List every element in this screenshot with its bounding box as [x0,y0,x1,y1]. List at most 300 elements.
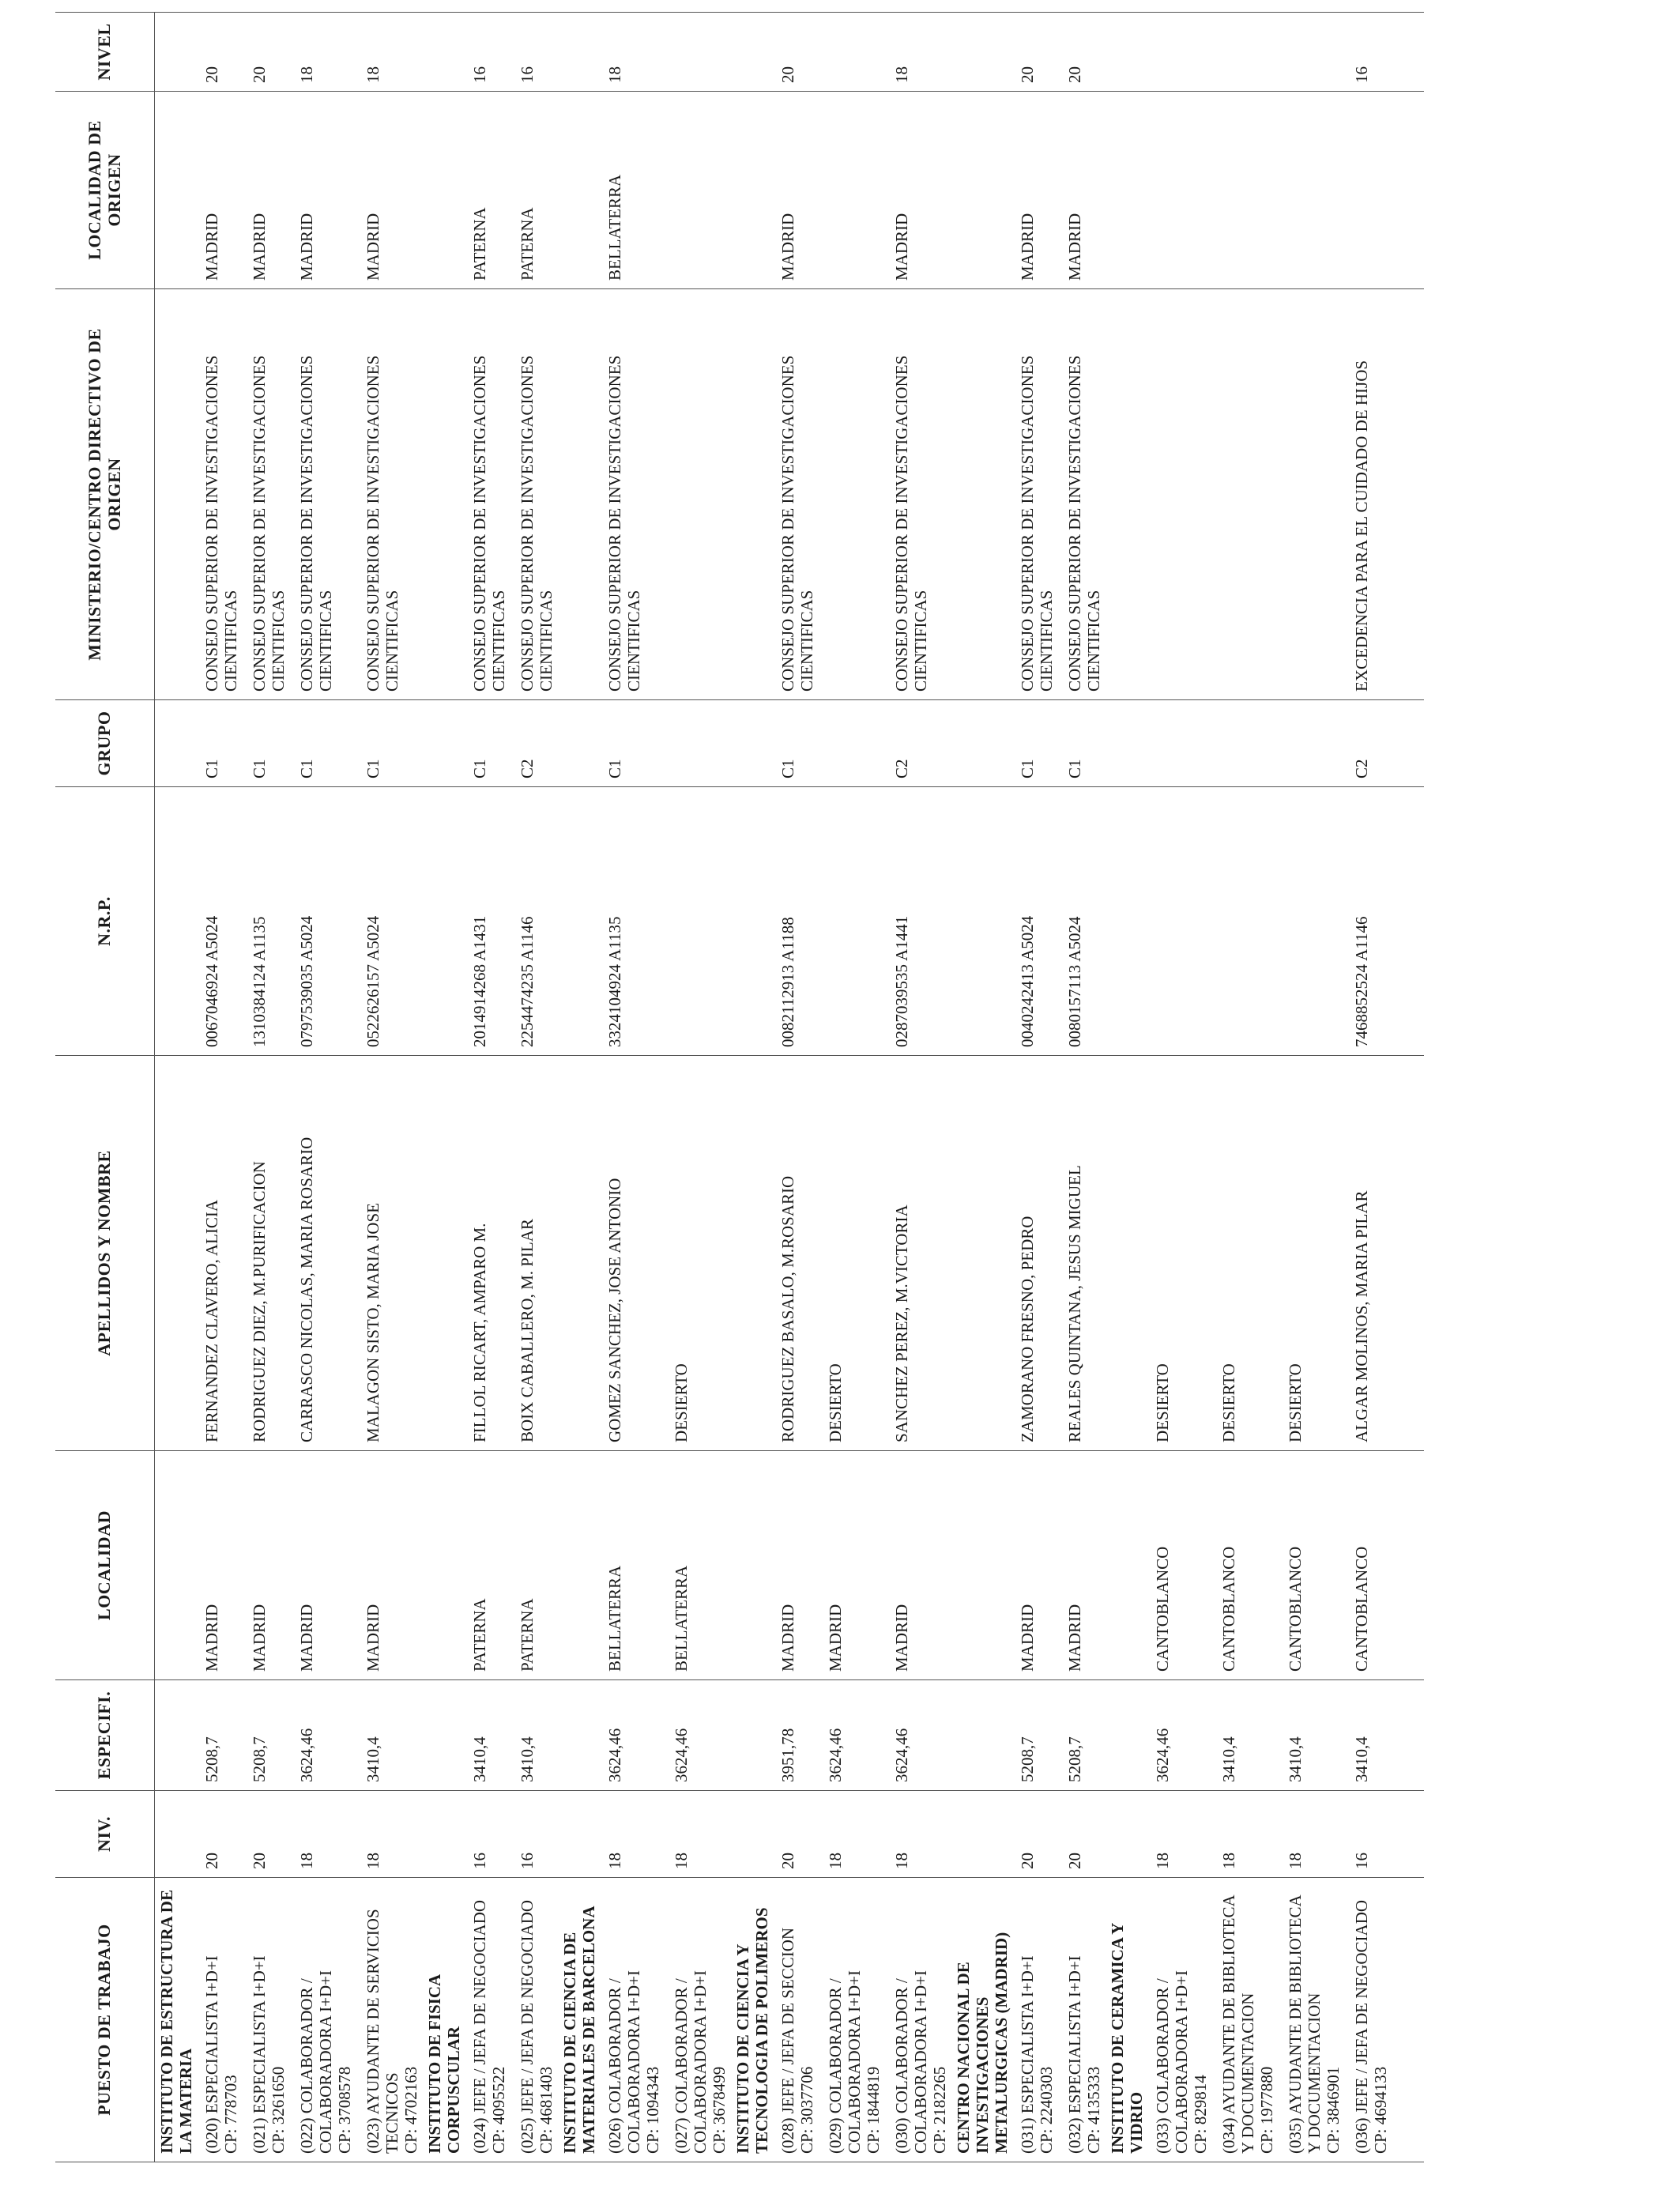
ministerio-cell: CONSEJO SUPERIOR DE INVESTIGACIONES CIENTIFICAS [598,289,665,700]
apellidos-cell: DESIERTO [665,1056,731,1451]
empty-cell [1392,1451,1424,1680]
empty-cell [155,700,196,787]
niv-cell: 20 [1011,1791,1058,1878]
header-nivel: NIVEL [55,13,155,92]
table-row [463,13,510,2162]
empty-cell [423,700,463,787]
apellidos-cell: FERNANDEZ CLAVERO, ALICIA [195,1056,243,1451]
grupo-cell: C1 [195,700,243,787]
localidad-origen-cell: MADRID [195,92,243,289]
empty-cell [1106,1791,1146,1878]
localidad-cell: MADRID [290,1451,356,1680]
especif-cell: 3624,46 [819,1680,885,1791]
empty-cell [1392,1878,1424,2162]
cp-code: CP: 4095522 [489,2066,508,2154]
grupo-cell: C1 [356,700,423,787]
niv-cell: 20 [195,1791,243,1878]
table-row [819,13,885,2162]
empty-cell [1392,13,1424,92]
nivel-cell: 18 [598,13,665,92]
cp-code: CP: 4681403 [537,2066,556,2154]
localidad-cell: PATERNA [463,1451,510,1680]
localidad-origen-cell: PATERNA [510,92,558,289]
localidad-cell: CANTOBLANCO [1212,1451,1279,1680]
empty-cell [155,1791,196,1878]
localidad-origen-cell: MADRID [1011,92,1058,289]
niv-cell: 20 [1058,1791,1106,1878]
section-row [155,13,196,2162]
cp-code: CP: 1094343 [643,2066,662,2154]
localidad-origen-cell [1345,92,1392,289]
table-row [1058,13,1106,2162]
especif-cell: 3624,46 [1146,1680,1212,1791]
section-title: INSTITUTO DE CIENCIA Y TECNOLOGIA DE POLIMEROS [731,1878,771,2162]
empty-cell [558,1056,598,1451]
empty-cell [1392,787,1424,1056]
empty-cell [423,1791,463,1878]
empty-cell [731,787,771,1056]
cp-code: CP: 3846901 [1324,2066,1343,2154]
header-especif: ESPECIFI. [55,1680,155,1791]
apellidos-cell: DESIERTO [1146,1056,1212,1451]
puesto-label: (026) COLABORADOR / COLABORADORA I+D+I [605,1970,643,2154]
empty-cell [423,1451,463,1680]
empty-cell [951,13,1011,92]
header-localidad-origen: LOCALIDAD DE ORIGEN [55,92,155,289]
niv-cell: 18 [1146,1791,1212,1878]
nivel-cell: 16 [510,13,558,92]
grupo-cell [819,700,885,787]
empty-cell [1106,13,1146,92]
puesto-label: (036) JEFE / JEFA DE NEGOCIADO [1352,1899,1371,2154]
empty-cell [558,289,598,700]
puesto-cell [463,1878,510,2162]
especif-cell: 3410,4 [356,1680,423,1791]
especif-cell: 3951,78 [771,1680,819,1791]
empty-cell [731,1680,771,1791]
especif-cell: 3410,4 [1279,1680,1345,1791]
empty-cell [423,92,463,289]
header-grupo: GRUPO [55,700,155,787]
empty-cell [1106,1451,1146,1680]
localidad-origen-cell: MADRID [356,92,423,289]
puesto-cell [1058,1878,1106,2162]
ministerio-cell: CONSEJO SUPERIOR DE INVESTIGACIONES CIENTIFICAS [463,289,510,700]
empty-cell [1106,289,1146,700]
empty-cell [1392,289,1424,700]
apellidos-cell: MALAGON SISTO, MARIA JOSE [356,1056,423,1451]
nrp-cell: 3324104924 A1135 [598,787,665,1056]
nrp-cell [1212,787,1279,1056]
empty-cell [423,1680,463,1791]
apellidos-cell: DESIERTO [1279,1056,1345,1451]
especif-cell: 3410,4 [463,1680,510,1791]
puesto-label: (034) AYUDANTE DE BIBLIOTECA Y DOCUMENTACION [1219,1895,1257,2154]
nivel-cell: 20 [771,13,819,92]
localidad-origen-cell: MADRID [1058,92,1106,289]
ministerio-cell: CONSEJO SUPERIOR DE INVESTIGACIONES CIENTIFICAS [243,289,290,700]
header-localidad: LOCALIDAD [55,1451,155,1680]
cp-code: CP: 3708578 [335,2066,354,2154]
header-apellidos: APELLIDOS Y NOMBRE [55,1056,155,1451]
ministerio-cell: EXCEDENCIA PARA EL CUIDADO DE HIJOS [1345,289,1392,700]
nivel-cell: 20 [195,13,243,92]
puesto-label: (021) ESPECIALISTA I+D+I [250,1955,269,2154]
section-title: CENTRO NACIONAL DE INVESTIGACIONES METALURGICAS (MADRID) [951,1878,1011,2162]
localidad-cell: MADRID [356,1451,423,1680]
section-row [951,13,1011,2162]
puesto-label: (029) COLABORADOR / COLABORADORA I+D+I [826,1970,864,2154]
localidad-cell: MADRID [1058,1451,1106,1680]
cp-code: CP: 4702163 [401,2066,420,2154]
cp-code: CP: 1977880 [1257,2066,1276,2154]
empty-cell [423,1056,463,1451]
localidad-cell: MADRID [195,1451,243,1680]
puesto-label: (024) JEFE / JEFA DE NEGOCIADO [470,1899,489,2154]
localidad-cell: BELLATERRA [598,1451,665,1680]
empty-cell [558,13,598,92]
table-row [665,13,731,2162]
puesto-label: (032) ESPECIALISTA I+D+I [1065,1955,1084,2154]
apellidos-cell: DESIERTO [1212,1056,1279,1451]
localidad-origen-cell: MADRID [290,92,356,289]
localidad-cell: MADRID [243,1451,290,1680]
empty-cell [558,1791,598,1878]
empty-cell [951,1451,1011,1680]
table-row [1212,13,1279,2162]
empty-cell [1392,1056,1424,1451]
empty-cell [1392,1791,1424,1878]
table-row [1345,13,1392,2162]
nrp-cell: 0080157113 A5024 [1058,787,1106,1056]
empty-cell [155,787,196,1056]
empty-cell [731,13,771,92]
empty-cell [423,289,463,700]
localidad-origen-cell [1279,92,1345,289]
ministerio-cell [1212,289,1279,700]
empty-cell [155,92,196,289]
nrp-cell: 1310384124 A1135 [243,787,290,1056]
empty-cell [731,1791,771,1878]
empty-cell [951,289,1011,700]
nrp-cell [819,787,885,1056]
grupo-cell: C1 [598,700,665,787]
nivel-cell [1146,13,1212,92]
especif-cell: 5208,7 [243,1680,290,1791]
section-title: INSTITUTO DE ESTRUCTURA DE LA MATERIA [155,1878,196,2162]
grupo-cell: C1 [290,700,356,787]
empty-cell [731,289,771,700]
empty-cell [1392,1680,1424,1791]
nrp-cell [1279,787,1345,1056]
grupo-cell: C2 [510,700,558,787]
nivel-cell [1279,13,1345,92]
empty-cell [1106,1056,1146,1451]
empty-cell [951,92,1011,289]
nrp-cell: 0040242413 A5024 [1011,787,1058,1056]
nivel-cell: 18 [885,13,951,92]
localidad-origen-cell: PATERNA [463,92,510,289]
niv-cell: 18 [1279,1791,1345,1878]
puesto-cell [356,1878,423,2162]
empty-cell [558,700,598,787]
puesto-cell [771,1878,819,2162]
apellidos-cell: DESIERTO [819,1056,885,1451]
empty-cell [155,1680,196,1791]
ministerio-cell: CONSEJO SUPERIOR DE INVESTIGACIONES CIENTIFICAS [771,289,819,700]
table-row [1146,13,1212,2162]
puesto-label: (028) JEFE / JEFA DE SECCION [778,1927,797,2154]
localidad-cell: PATERNA [510,1451,558,1680]
puesto-label: (022) COLABORADOR / COLABORADORA I+D+I [297,1970,335,2154]
cp-code: CP: 1844819 [864,2066,883,2154]
assignment-table [55,12,1424,2162]
localidad-origen-cell [1212,92,1279,289]
table-row [195,13,243,2162]
nrp-cell: 0067046924 A5024 [195,787,243,1056]
table-row [598,13,665,2162]
table-header-row [55,13,155,2162]
nivel-cell: 20 [243,13,290,92]
nivel-cell [665,13,731,92]
table-row [243,13,290,2162]
apellidos-cell: RODRIGUEZ BASALO, M.ROSARIO [771,1056,819,1451]
grupo-cell: C1 [1058,700,1106,787]
puesto-label: (020) ESPECIALISTA I+D+I [202,1955,221,2154]
especif-cell: 5208,7 [195,1680,243,1791]
apellidos-cell: GOMEZ SANCHEZ, JOSE ANTONIO [598,1056,665,1451]
nivel-cell [1212,13,1279,92]
grupo-cell: C2 [885,700,951,787]
puesto-label: (035) AYUDANTE DE BIBLIOTECA Y DOCUMENTACION [1286,1895,1324,2154]
header-ministerio: MINISTERIO/CENTRO DIRECTIVO DE ORIGEN [55,289,155,700]
localidad-cell: CANTOBLANCO [1345,1451,1392,1680]
cp-code: CP: 2240303 [1037,2066,1056,2154]
niv-cell: 20 [771,1791,819,1878]
cp-code: CP: 4694133 [1371,2066,1390,2154]
localidad-origen-cell [819,92,885,289]
ministerio-cell: CONSEJO SUPERIOR DE INVESTIGACIONES CIENTIFICAS [510,289,558,700]
cp-code: CP: 3678499 [710,2066,729,2154]
nrp-cell: 0082112913 A1188 [771,787,819,1056]
localidad-origen-cell [1146,92,1212,289]
grupo-cell [1146,700,1212,787]
grupo-cell [1279,700,1345,787]
empty-cell [951,1056,1011,1451]
header-niv: NIV. [55,1791,155,1878]
empty-cell [558,787,598,1056]
section-row [558,13,598,2162]
apellidos-cell: ZAMORANO FRESNO, PEDRO [1011,1056,1058,1451]
empty-cell [1106,700,1146,787]
empty-cell [951,1791,1011,1878]
localidad-cell: MADRID [819,1451,885,1680]
nrp-cell: 0287039535 A1441 [885,787,951,1056]
ministerio-cell: CONSEJO SUPERIOR DE INVESTIGACIONES CIENTIFICAS [885,289,951,700]
niv-cell: 18 [598,1791,665,1878]
section-row [731,13,771,2162]
especif-cell: 3410,4 [510,1680,558,1791]
header-puesto: PUESTO DE TRABAJO [55,1878,155,2162]
empty-cell [155,1451,196,1680]
puesto-cell [1212,1878,1279,2162]
cp-code: CP: 778703 [221,2075,240,2154]
empty-cell [731,700,771,787]
puesto-label: (023) AYUDANTE DE SERVICIOS TECNICOS [363,1909,401,2154]
section-title: INSTITUTO DE CIENCIA DE MATERIALES DE BARCELONA [558,1878,598,2162]
nrp-cell: 0797539035 A5024 [290,787,356,1056]
empty-cell [731,1056,771,1451]
puesto-cell [1345,1878,1392,2162]
grupo-cell [665,700,731,787]
cp-code: CP: 3037706 [797,2066,816,2154]
empty-cell [558,1680,598,1791]
section-row [423,13,463,2162]
header-nrp: N.R.P. [55,787,155,1056]
empty-cell [1106,92,1146,289]
localidad-cell: MADRID [771,1451,819,1680]
empty-cell [1106,1680,1146,1791]
niv-cell: 16 [510,1791,558,1878]
table-row [356,13,423,2162]
localidad-cell: MADRID [885,1451,951,1680]
ministerio-cell: CONSEJO SUPERIOR DE INVESTIGACIONES CIENTIFICAS [195,289,243,700]
puesto-cell [665,1878,731,2162]
grupo-cell: C1 [243,700,290,787]
nivel-cell: 20 [1011,13,1058,92]
nivel-cell: 16 [1345,13,1392,92]
especif-cell: 3410,4 [1345,1680,1392,1791]
localidad-origen-cell: BELLATERRA [598,92,665,289]
apellidos-cell: BOIX CABALLERO, M. PILAR [510,1056,558,1451]
localidad-origen-cell: MADRID [885,92,951,289]
empty-cell [558,1451,598,1680]
empty-cell [951,700,1011,787]
ministerio-cell [1146,289,1212,700]
puesto-label: (030) COLABORADOR / COLABORADORA I+D+I [892,1970,930,2154]
apellidos-cell: RODRIGUEZ DIEZ, M.PURIFICACION [243,1056,290,1451]
localidad-cell: BELLATERRA [665,1451,731,1680]
table-row [290,13,356,2162]
table-row [1279,13,1345,2162]
ministerio-cell: CONSEJO SUPERIOR DE INVESTIGACIONES CIENTIFICAS [1011,289,1058,700]
section-title: INSTITUTO DE FISICA CORPUSCULAR [423,1878,463,2162]
especif-cell: 5208,7 [1058,1680,1106,1791]
niv-cell: 18 [1212,1791,1279,1878]
table-row [1011,13,1058,2162]
cp-code: CP: 2182265 [930,2066,949,2154]
nivel-cell: 18 [290,13,356,92]
grupo-cell: C1 [1011,700,1058,787]
localidad-cell: CANTOBLANCO [1279,1451,1345,1680]
puesto-label: (033) COLABORADOR / COLABORADORA I+D+I [1153,1970,1191,2154]
apellidos-cell: SANCHEZ PEREZ, M.VICTORIA [885,1056,951,1451]
niv-cell: 16 [463,1791,510,1878]
localidad-origen-cell: MADRID [771,92,819,289]
nivel-cell: 20 [1058,13,1106,92]
empty-cell [423,787,463,1056]
niv-cell: 18 [290,1791,356,1878]
rotated-page [55,13,1399,2162]
especif-cell: 3624,46 [598,1680,665,1791]
nivel-cell: 16 [463,13,510,92]
nivel-cell [819,13,885,92]
nrp-cell: 2014914268 A1431 [463,787,510,1056]
apellidos-cell: FILLOL RICART, AMPARO M. [463,1056,510,1451]
puesto-cell [243,1878,290,2162]
especif-cell: 3624,46 [885,1680,951,1791]
especif-cell: 5208,7 [1011,1680,1058,1791]
ministerio-cell [819,289,885,700]
nrp-cell: 7468852524 A1146 [1345,787,1392,1056]
especif-cell: 3624,46 [665,1680,731,1791]
niv-cell: 20 [243,1791,290,1878]
table-body [155,13,1425,2162]
empty-cell [1392,700,1424,787]
grupo-cell: C1 [771,700,819,787]
empty-cell [1392,92,1424,289]
empty-cell [731,92,771,289]
puesto-cell [1279,1878,1345,2162]
nrp-cell: 2254474235 A1146 [510,787,558,1056]
puesto-label: (025) JEFE / JEFA DE NEGOCIADO [518,1899,537,2154]
puesto-cell [885,1878,951,2162]
nrp-cell: 0522626157 A5024 [356,787,423,1056]
niv-cell: 16 [1345,1791,1392,1878]
table-row [885,13,951,2162]
puesto-cell [1011,1878,1058,2162]
ministerio-cell: CONSEJO SUPERIOR DE INVESTIGACIONES CIENTIFICAS [290,289,356,700]
section-title: INSTITUTO DE CERAMICA Y VIDRIO [1106,1878,1146,2162]
cp-code: CP: 829814 [1191,2075,1210,2154]
grupo-cell [1212,700,1279,787]
puesto-cell [195,1878,243,2162]
table-row [510,13,558,2162]
empty-cell [731,1451,771,1680]
puesto-cell [510,1878,558,2162]
grupo-cell: C2 [1345,700,1392,787]
filler-row [1392,13,1424,2162]
puesto-label: (027) COLABORADOR / COLABORADORA I+D+I [672,1970,710,2154]
localidad-cell: CANTOBLANCO [1146,1451,1212,1680]
empty-cell [558,92,598,289]
puesto-cell [1146,1878,1212,2162]
empty-cell [423,13,463,92]
nrp-cell [665,787,731,1056]
empty-cell [951,1680,1011,1791]
cp-code: CP: 4135333 [1084,2066,1103,2154]
ministerio-cell: CONSEJO SUPERIOR DE INVESTIGACIONES CIENTIFICAS [1058,289,1106,700]
ministerio-cell: CONSEJO SUPERIOR DE INVESTIGACIONES CIENTIFICAS [356,289,423,700]
localidad-origen-cell: MADRID [243,92,290,289]
niv-cell: 18 [356,1791,423,1878]
puesto-label: (031) ESPECIALISTA I+D+I [1018,1955,1037,2154]
niv-cell: 18 [665,1791,731,1878]
empty-cell [951,787,1011,1056]
localidad-cell: MADRID [1011,1451,1058,1680]
empty-cell [155,289,196,700]
puesto-cell [290,1878,356,2162]
especif-cell: 3410,4 [1212,1680,1279,1791]
apellidos-cell: ALGAR MOLINOS, MARIA PILAR [1345,1056,1392,1451]
cp-code: CP: 3261650 [269,2066,288,2154]
niv-cell: 18 [819,1791,885,1878]
niv-cell: 18 [885,1791,951,1878]
empty-cell [1106,787,1146,1056]
nrp-cell [1146,787,1212,1056]
ministerio-cell [1279,289,1345,700]
puesto-cell [819,1878,885,2162]
